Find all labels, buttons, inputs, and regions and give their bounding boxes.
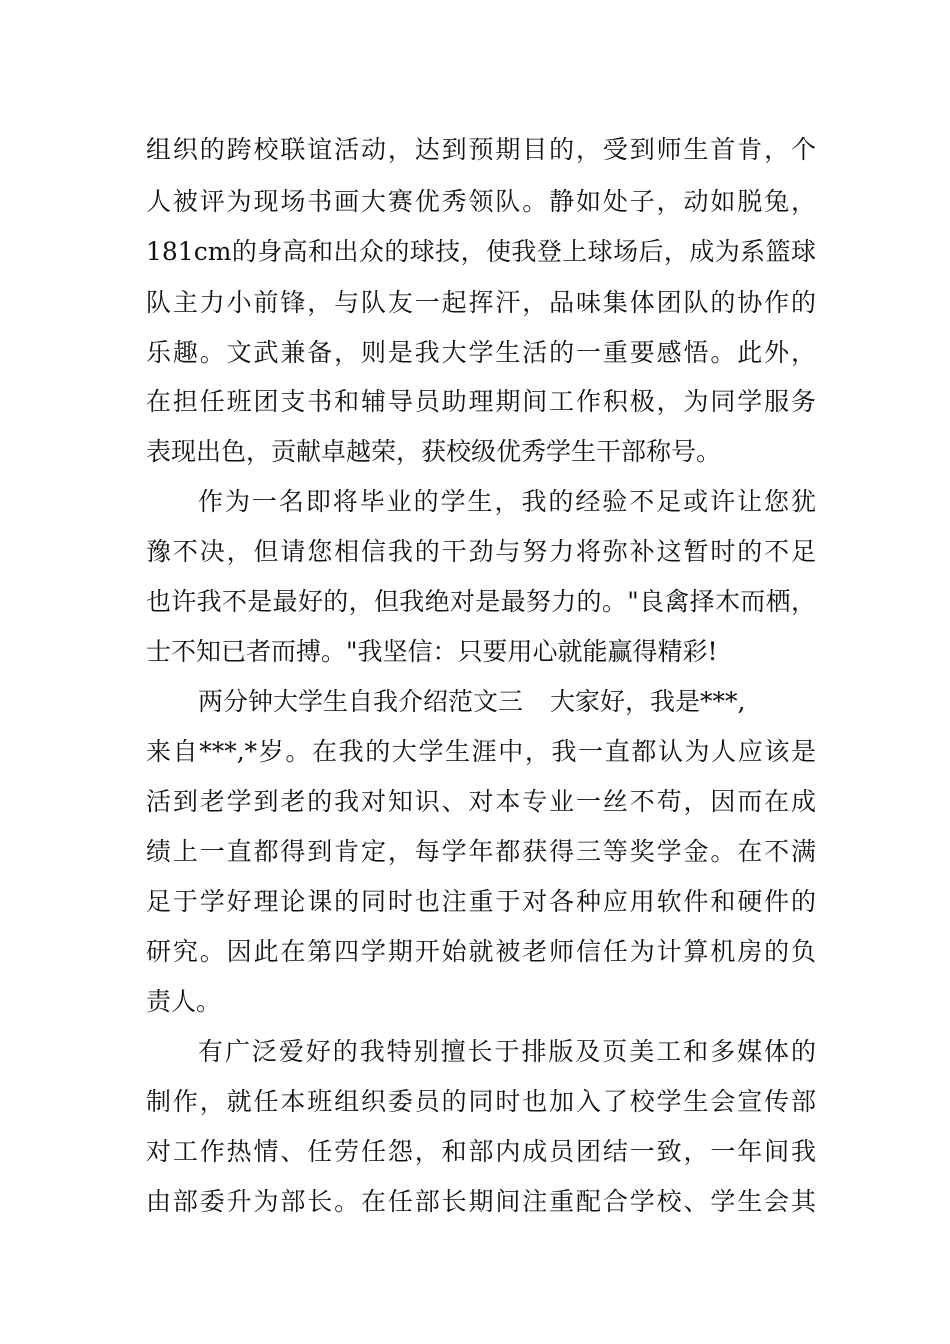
text-line-21: 对工作热情、任劳任怨，和部内成员团结一致，一年间我 xyxy=(146,1137,816,1166)
text-line-17: 研究。因此在第四学期开始就被老师信任为计算机房的负 xyxy=(146,937,816,966)
text-line-22: 由部委升为部长。在任部长期间注重配合学校、学生会其 xyxy=(146,1187,816,1216)
section-heading-greeting: 大家好，我是***, xyxy=(550,687,746,716)
text-line-10: 也许我不是最好的，但我绝对是最努力的。"良禽择木而栖， xyxy=(146,587,816,616)
section-heading-title: 两分钟大学生自我介绍范文三 xyxy=(198,687,524,716)
section-heading-line xyxy=(198,682,816,722)
text-line-14: 活到老学到老的我对知识、对本专业一丝不苟，因而在成 xyxy=(146,787,816,816)
text-line-3: 181cm的身高和出众的球技，使我登上球场后，成为系篮球 xyxy=(146,237,816,266)
text-line-1: 组织的跨校联谊活动，达到预期目的，受到师生首肯，个 xyxy=(146,135,816,164)
paragraph-4-first-line: 有广泛爱好的我特别擅长于排版及页美工和多媒体的 xyxy=(198,1037,816,1066)
text-line-6: 在担任班团支书和辅导员助理期间工作积极，为同学服务 xyxy=(146,387,816,416)
text-line-7: 表现出色，贡献卓越荣，获校级优秀学生干部称号。 xyxy=(146,437,722,466)
paragraph-2-first-line: 作为一名即将毕业的学生，我的经验不足或许让您犹 xyxy=(198,487,816,516)
text-line-18: 责人。 xyxy=(146,987,222,1016)
text-line-13: 来自***,*岁。在我的大学生涯中，我一直都认为人应该是 xyxy=(146,737,816,766)
text-line-15: 绩上一直都得到肯定，每学年都获得三等奖学金。在不满 xyxy=(146,837,816,866)
text-line-20: 制作，就任本班组织委员的同时也加入了校学生会宣传部 xyxy=(146,1087,816,1116)
text-line-16: 足于学好理论课的同时也注重于对各种应用软件和硬件的 xyxy=(146,887,816,916)
text-line-9: 豫不决，但请您相信我的干劲与努力将弥补这暂时的不足 xyxy=(146,537,816,566)
text-line-11: 士不知已者而搏。"我坚信：只要用心就能赢得精彩! xyxy=(146,637,718,666)
text-line-5: 乐趣。文武兼备，则是我大学生活的一重要感悟。此外， xyxy=(146,338,816,367)
text-line-4: 队主力小前锋，与队友一起挥汗，品味集体团队的协作的 xyxy=(146,288,816,317)
text-line-2: 人被评为现场书画大赛优秀领队。静如处子，动如脱兔， xyxy=(146,187,816,216)
